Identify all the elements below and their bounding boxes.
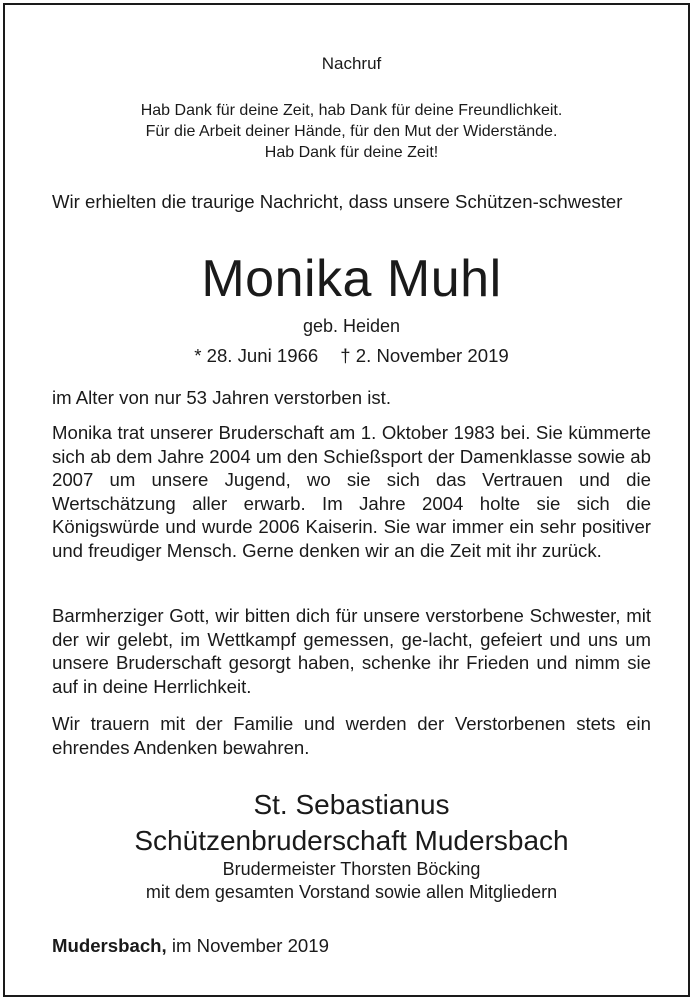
organization-name: [52, 787, 651, 859]
intro-text: Wir erhielten die traurige Nachricht, dass unsere Schützen-schwester: [52, 191, 623, 212]
condolence-paragraph: Wir trauern mit der Familie und werden der Verstorbenen stets ein ehrendes Andenken bewahren.: [52, 713, 651, 758]
verse-line: Hab Dank für deine Zeit, hab Dank für deine Freundlichkeit.: [140, 102, 563, 119]
place: Mudersbach,: [52, 935, 167, 956]
life-dates: [52, 344, 651, 368]
death-date: † 2. November 2019: [340, 345, 509, 366]
date: im November 2019: [171, 935, 329, 956]
prayer-paragraph: Barmherziger Gott, wir bitten dich für unsere verstorbene Schwester, mit der wir gelebt, im Wettkampf gemessen, ge-lacht, gefeiert und uns um unsere Bruderschaft gesorgt haben, schenke ihr Frieden und nimm sie auf in deine Herrlichkeit.: [52, 605, 651, 697]
verse: [52, 100, 651, 163]
birth-date: * 28. Juni 1966: [194, 345, 319, 366]
age-line: im Alter von nur 53 Jahren verstorben ist.: [52, 387, 391, 408]
biography-paragraph: Monika trat unserer Bruderschaft am 1. Oktober 1983 bei. Sie kümmerte sich ab dem Jahre 2004 um den Schießsport der Damenklasse sowie ab 2007 um unsere Jugend, wo sie sich das Vertrauen und die Wertschätzung aller erwarb. Im Jahre 2004 holte sie sich die Königswürde und wurde 2006 Kaiserin. Sie war immer ein sehr positiver und freudiger Mensch. Gerne denken wir an die Zeit mit ihr zurück.: [52, 422, 651, 561]
verse-line: Für die Arbeit deiner Hände, für den Mut der Widerstände.: [145, 123, 558, 140]
maiden-name: geb. Heiden: [302, 316, 401, 336]
notice-frame: [3, 3, 690, 997]
notice-heading: Nachruf: [321, 54, 382, 73]
verse-line: Hab Dank für deine Zeit!: [264, 144, 439, 161]
deceased-name: Monika Muhl: [201, 250, 502, 308]
signatory-line: mit dem gesamten Vorstand sowie allen Mitgliedern: [145, 882, 558, 902]
signatory-line: Brudermeister Thorsten Böcking: [222, 859, 481, 879]
place-date: [52, 934, 329, 958]
organization-line: Schützenbruderschaft Mudersbach: [134, 825, 569, 856]
organization-line: St. Sebastianus: [253, 789, 450, 820]
signatories: [52, 858, 651, 904]
